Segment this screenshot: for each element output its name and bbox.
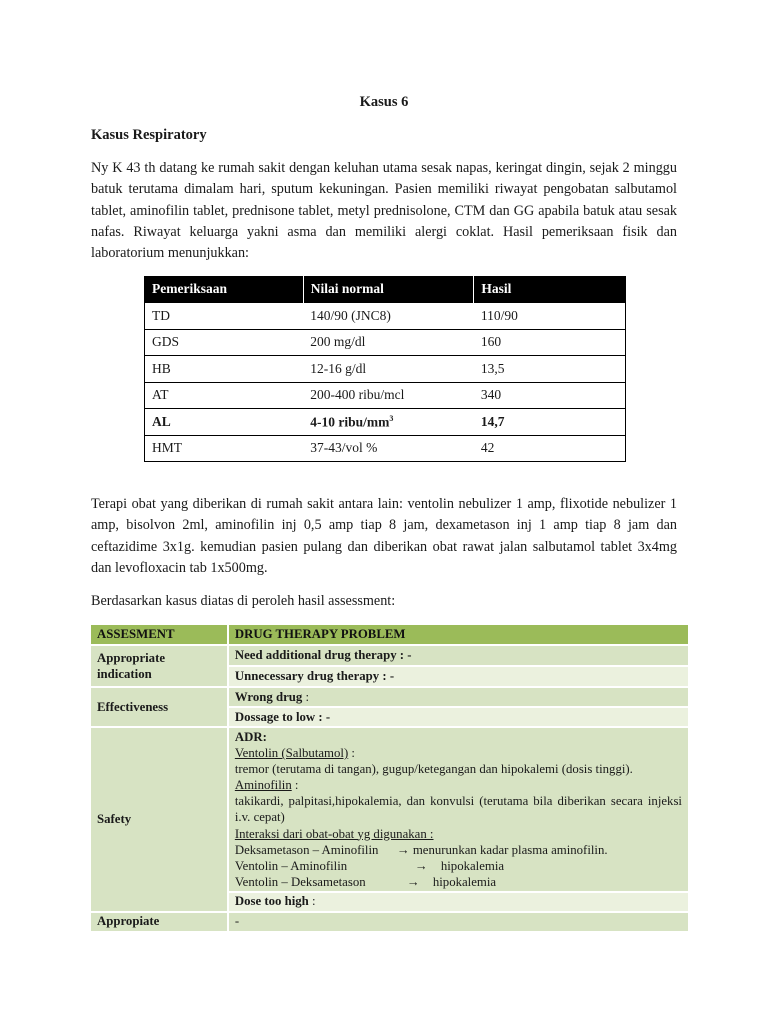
normal-value: 140/90 (JNC8) — [303, 303, 474, 330]
interaction-effect: menurunkan kadar plasma aminofilin. — [412, 842, 608, 857]
ventolin-label: Ventolin (Salbutamol) — [234, 746, 349, 761]
adr-label: ADR: — [234, 730, 267, 744]
interaction-item — [235, 874, 682, 890]
result-value: 340 — [474, 382, 626, 409]
result-value: 14,7 — [474, 409, 626, 436]
wrong-drug-value: : — [302, 689, 310, 704]
label-safety: Safety — [91, 727, 228, 912]
table-row — [145, 409, 626, 436]
superscript: 3 — [389, 413, 394, 423]
header-nilai-normal: Nilai normal — [303, 276, 474, 303]
ventolin-effects: tremor (terutama di tangan), gugup/ketegangan dan hipokalemi (dosis tinggi). — [234, 762, 633, 777]
normal-value-text: 4-10 ribu/mm — [310, 414, 390, 429]
header-assesment: ASSESMENT — [91, 625, 228, 645]
assessment-table — [91, 625, 690, 931]
normal-value: 37-43/vol % — [303, 435, 474, 462]
table-row — [145, 329, 626, 356]
table-row — [91, 687, 689, 707]
interaction-pair: Deksametason – Aminofilin — [234, 842, 379, 857]
lab-table-header-row — [145, 276, 626, 303]
document-title: Kasus 6 — [359, 94, 409, 110]
normal-value: 12-16 g/dl — [303, 356, 474, 383]
dose-too-high-cell — [228, 892, 689, 912]
test-name: AL — [145, 409, 304, 436]
need-additional-drug-therapy: Need additional drug therapy : - — [228, 645, 689, 666]
aminofilin-label: Aminofilin — [234, 778, 292, 793]
label-appropriate-indication: Appropriate indication — [91, 645, 228, 687]
intro-paragraph: Ny K 43 th datang ke rumah sakit dengan keluhan utama sesak napas, keringat dingin, sejak 2 minggu batuk terutama dimalam hari, sputum kekuningan. Pasien memiliki riwayat pengobatan salbutamol tablet, aminofilin tablet, prednisone tablet, metyl prednisolone, CTM dan GG apabila batuk atau sesak nafas. Riwayat keluarga yakni asma dan memiliki alergi coklat. Hasil pemeriksaan fisik dan laboratorium menunjukkan: — [91, 160, 677, 262]
test-name: HB — [145, 356, 304, 383]
unnecessary-drug-therapy: Unnecessary drug therapy : - — [228, 666, 689, 687]
dose-too-high-label: Dose too high — [234, 894, 309, 909]
aminofilin-heading — [235, 777, 682, 793]
result-value: 160 — [474, 329, 626, 356]
interaction-pair: Ventolin – Deksametason — [234, 874, 366, 889]
test-name: HMT — [145, 435, 304, 462]
table-row — [91, 727, 689, 892]
test-name: TD — [145, 303, 304, 330]
arrow-icon: → — [406, 874, 420, 889]
header-pemeriksaan: Pemeriksaan — [145, 276, 304, 303]
label-effectiveness: Effectiveness — [91, 687, 228, 727]
assessment-header-row — [91, 625, 689, 645]
table-row — [145, 303, 626, 330]
arrow-icon: → — [396, 842, 410, 857]
label-appropiate: Appropiate — [91, 912, 228, 931]
header-hasil: Hasil — [474, 276, 626, 303]
arrow-icon: → — [414, 858, 428, 873]
dose-too-high-value: : — [308, 894, 316, 909]
result-value: 42 — [474, 435, 626, 462]
test-name: GDS — [145, 329, 304, 356]
table-row — [91, 645, 689, 666]
wrong-drug-cell — [228, 687, 689, 707]
dossage-to-low: Dossage to low : - — [228, 707, 689, 727]
result-value: 13,5 — [474, 356, 626, 383]
therapy-paragraph: Terapi obat yang diberikan di rumah sakit antara lain: ventolin nebulizer 1 amp, flixotide nebulizer 1 amp, bisolvon 2ml, aminofilin inj 0,5 amp tiap 8 jam, dexametason inj 1 amp tiap 8 jam dan ceftazidime 3x1g. kemudian pasien pulang dan diberikan obat rawat jalan salbutamol tablet 3x4mg dan levofloxacin tab 1x500mg. — [91, 496, 677, 576]
aminofilin-colon: : — [291, 778, 299, 793]
header-drug-therapy-problem: DRUG THERAPY PROBLEM — [228, 625, 689, 645]
lab-results-table — [144, 276, 626, 462]
table-row — [91, 912, 689, 931]
safety-adr-cell — [228, 727, 689, 892]
ventolin-colon: : — [348, 746, 355, 761]
normal-value: 200-400 ribu/mcl — [303, 382, 474, 409]
interaksi-label: Interaksi dari obat-obat yg digunakan : — [234, 826, 434, 841]
table-row — [145, 356, 626, 383]
assessment-intro-paragraph: Berdasarkan kasus diatas di peroleh hasil assessment: — [91, 593, 396, 609]
interaction-pair: Ventolin – Aminofilin — [234, 858, 348, 873]
section-heading: Kasus Respiratory — [91, 127, 207, 143]
interaction-effect: hipokalemia — [432, 874, 497, 889]
appropiate-value: - — [228, 912, 689, 931]
ventolin-heading — [235, 745, 682, 761]
result-value: 110/90 — [474, 303, 626, 330]
interaction-item — [235, 858, 682, 874]
interaction-item — [235, 842, 682, 858]
table-row — [145, 382, 626, 409]
aminofilin-effects: takikardi, palpitasi,hipokalemia, dan konvulsi (terutama bila diberikan secara injeksi i.v. cepat) — [234, 794, 682, 825]
table-row — [145, 435, 626, 462]
interaction-effect: hipokalemia — [440, 858, 505, 873]
normal-value: 200 mg/dl — [303, 329, 474, 356]
wrong-drug-label: Wrong drug — [234, 689, 303, 704]
test-name: AT — [145, 382, 304, 409]
normal-value — [303, 409, 474, 436]
